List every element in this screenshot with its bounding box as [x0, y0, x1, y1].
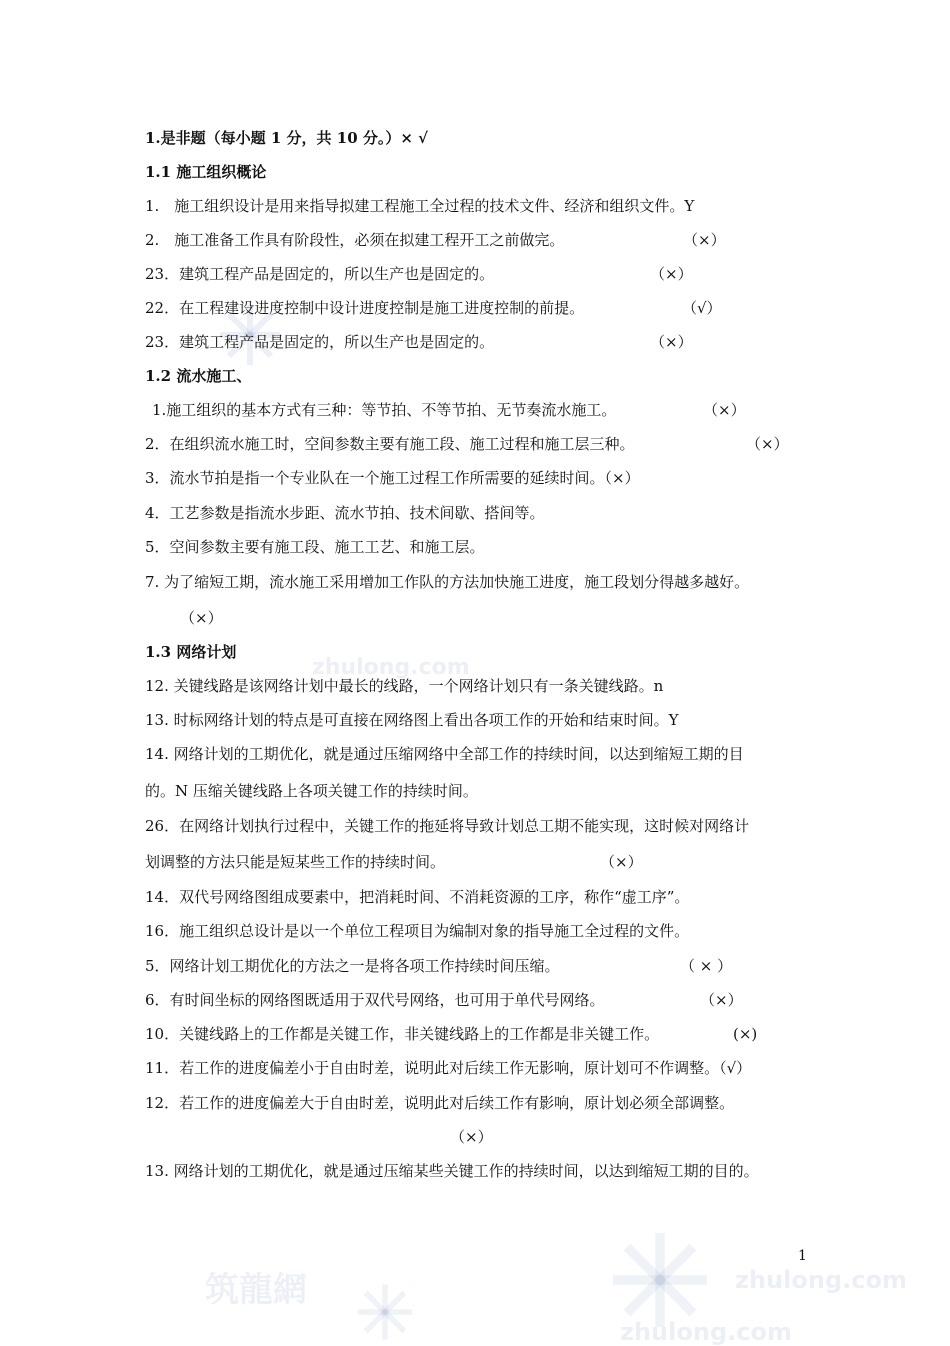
list-item: 5．网络计划工期优化的方法之一是将各项工作持续时间压缩。	[145, 957, 560, 975]
list-item: 23．建筑工程产品是固定的，所以生产也是固定的。	[145, 265, 495, 283]
list-item: （×）	[180, 609, 223, 627]
snowflake-logo-icon	[605, 1225, 715, 1335]
answer-mark: （×）	[700, 991, 743, 1009]
list-item: 26．在网络计划执行过程中，关键工作的拖延将导致计划总工期不能实现，这时候对网络计	[145, 817, 750, 835]
list-item: 5．空间参数主要有施工段、施工工艺、和施工层。	[145, 538, 485, 556]
answer-mark: （×）	[746, 435, 789, 453]
list-item: 1. 施工组织设计是用来指导拟建工程施工全过程的技术文件、经济和组织文件。Y	[145, 197, 695, 215]
list-item: 2. 施工准备工作具有阶段性，必须在拟建工程开工之前做完。	[145, 231, 565, 249]
watermark-text: zhulong.com	[735, 1266, 907, 1294]
subsection-heading: 1.1 施工组织概论	[145, 163, 267, 181]
answer-mark: （√）	[682, 299, 722, 317]
answer-mark: （ × ）	[680, 957, 733, 975]
page-number: 1	[798, 1248, 807, 1264]
list-item: 14．双代号网络图组成要素中，把消耗时间、不消耗资源的工序，称作“虚工序”。	[145, 888, 690, 906]
subsection-heading: 1.2 流水施工、	[145, 367, 252, 385]
list-item: 16．施工组织总设计是以一个单位工程项目为编制对象的指导施工全过程的文件。	[145, 922, 690, 940]
answer-mark: （×）	[600, 853, 643, 871]
list-item: 6．有时间坐标的网络图既适用于双代号网络，也可用于单代号网络。	[145, 991, 605, 1009]
list-item: 14. 网络计划的工期优化，就是通过压缩网络中全部工作的持续时间，以达到缩短工期的目	[145, 745, 744, 763]
watermark-brand: 筑龍網	[205, 1270, 307, 1310]
list-item: 12．若工作的进度偏差大于自由时差，说明此对后续工作有影响，原计划必须全部调整。	[145, 1094, 735, 1112]
list-item: 11．若工作的进度偏差小于自由时差，说明此对后续工作无影响，原计划可不作调整。（√）	[145, 1059, 752, 1077]
snowflake-logo-icon	[350, 1280, 420, 1344]
answer-mark: （×）	[650, 265, 693, 283]
answer-mark: （×）	[650, 333, 693, 351]
list-item: 的。N 压缩关键线路上各项关键工作的持续时间。	[145, 782, 478, 800]
list-item: 1.施工组织的基本方式有三种：等节拍、不等节拍、无节奏流水施工。	[152, 401, 617, 419]
watermark-text: zhulong.com	[620, 1318, 792, 1346]
list-item: 13. 时标网络计划的特点是可直接在网络图上看出各项工作的开始和结束时间。Y	[145, 711, 679, 729]
answer-mark: （×）	[703, 401, 746, 419]
watermark-text: zhulong.com	[312, 655, 470, 680]
list-item: 13. 网络计划的工期优化，就是通过压缩某些关键工作的持续时间，以达到缩短工期的目的。	[145, 1162, 759, 1180]
list-item: （×）	[450, 1128, 493, 1146]
list-item: 2．在组织流水施工时，空间参数主要有施工段、施工过程和施工层三种。	[145, 435, 635, 453]
list-item: 12. 关键线路是该网络计划中最长的线路，一个网络计划只有一条关键线路。n	[145, 677, 664, 695]
answer-mark: (×)	[733, 1025, 758, 1043]
list-item: 划调整的方法只能是短某些工作的持续时间。	[145, 853, 446, 871]
list-item: 10．关键线路上的工作都是关键工作，非关键线路上的工作都是非关键工作。	[145, 1025, 660, 1043]
subsection-heading: 1.3 网络计划	[145, 643, 237, 661]
section-heading: 1.是非题（每小题 1 分，共 10 分。）× √	[145, 129, 429, 147]
list-item: 7. 为了缩短工期，流水施工采用增加工作队的方法加快施工进度，施工段划分得越多越好。	[145, 573, 750, 591]
list-item: 22．在工程建设进度控制中设计进度控制是施工进度控制的前提。	[145, 299, 585, 317]
answer-mark: （×）	[683, 231, 726, 249]
list-item: 23．建筑工程产品是固定的，所以生产也是固定的。	[145, 333, 495, 351]
list-item: 4．工艺参数是指流水步距、流水节拍、技术间歇、搭间等。	[145, 504, 545, 522]
list-item: 3．流水节拍是指一个专业队在一个施工过程工作所需要的延续时间。（×）	[145, 469, 640, 487]
